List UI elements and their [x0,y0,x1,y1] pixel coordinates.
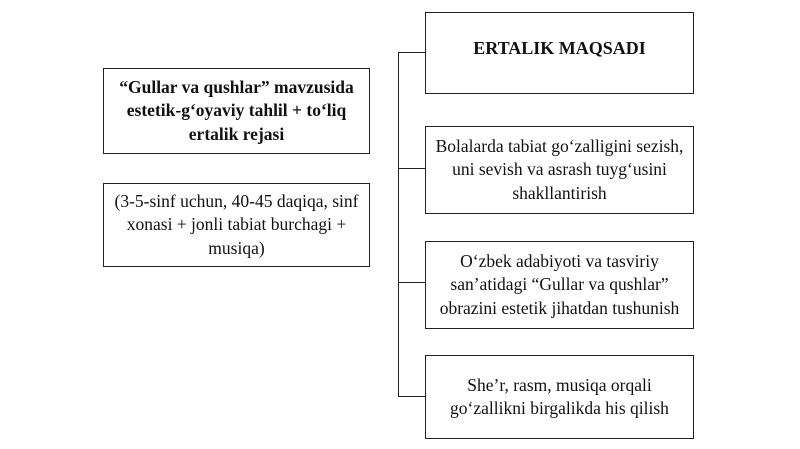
topic-title-text: “Gullar va qushlar” mavzusida estetik-g‘oyaviy tahlil + to‘liq ertalik rejasi [119,77,354,144]
goal-box-1 [425,126,694,214]
scope-box [103,183,370,267]
scope-text: (3-5-sinf uchun, 40-45 daqiqa, sinf xonasi + jonli tabiat burchagi + musiqa) [114,191,359,258]
goal-header-box [425,12,694,94]
connector-branch-header [398,52,425,53]
topic-title-box [103,68,370,154]
goal-header-text: ERTALIK MAQSADI [473,38,646,59]
goal-box-3 [425,355,694,439]
connector-trunk [398,52,399,397]
goal-text-1: Bolalarda tabiat go‘zalligini sezish, uni sevish va asrash tuyg‘usini shakllantirish [435,136,684,203]
goal-text-3: She’r, rasm, musiqa orqali go‘zallikni birgalikda his qilish [450,374,669,418]
goal-box-2 [425,241,694,329]
goal-text-2: O‘zbek adabiyoti va tasviriy san’atidagi “Gullar va qushlar” obrazini estetik jihatdan tushunish [439,251,680,318]
connector-branch-goal-1 [398,168,425,169]
connector-branch-goal-3 [398,396,425,397]
connector-branch-goal-2 [398,282,425,283]
